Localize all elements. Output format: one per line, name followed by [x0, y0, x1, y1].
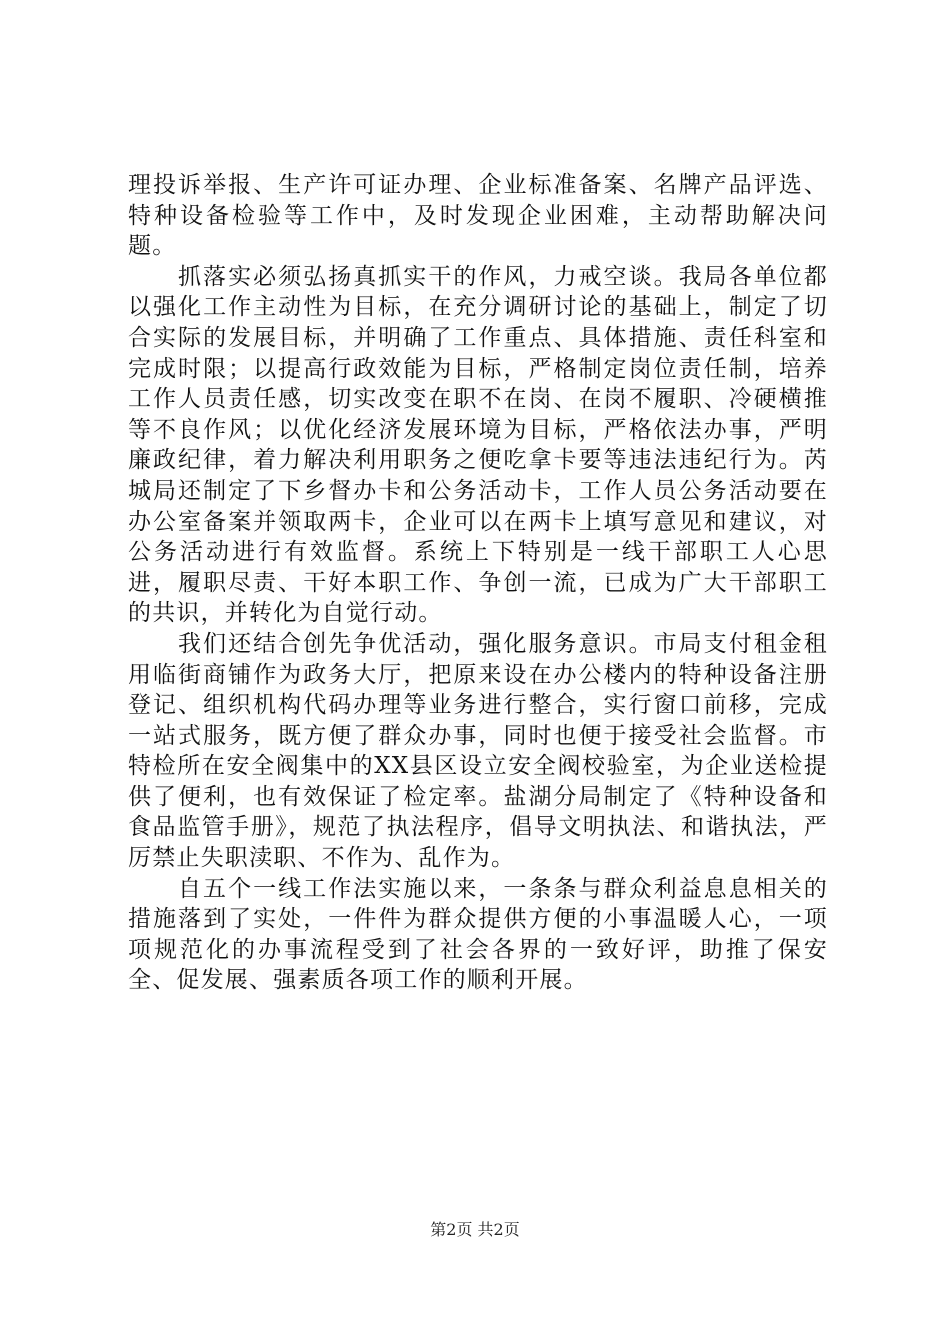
paragraph-implementation: 抓落实必须弘扬真抓实干的作风，力戒空谈。我局各单位都以强化工作主动性为目标，在充分调研讨论的基础上，制定了切合实际的发展目标，并明确了工作重点、具体措施、责任科室和完成时限；以提高行政效能为目标，严格制定岗位责任制，培养工作人员责任感，切实改变在职不在岗、在岗不履职、冷硬横推等不良作风；以优化经济发展环境为目标，严格依法办事，严明廉政纪律，着力解决利用职务之便吃拿卡要等违法违纪行为。芮城局还制定了下乡督办卡和公务活动卡，工作人员公务活动要在办公室备案并领取两卡，企业可以在两卡上填写意见和建议，对公务活动进行有效监督。系统上下特别是一线干部职工人心思进，履职尽责、干好本职工作、争创一流，已成为广大干部职工的共识，并转化为自觉行动。	[128, 263, 828, 627]
paragraph-continuation: 理投诉举报、生产许可证办理、企业标准备案、名牌产品评选、特种设备检验等工作中，及时发现企业困难，主动帮助解决问题。	[128, 172, 828, 260]
page-number-footer: 第2页 共2页	[430, 1220, 520, 1239]
document-body	[128, 170, 828, 996]
paragraph-service: 我们还结合创先争优活动，强化服务意识。市局支付租金租用临街商铺作为政务大厅，把原来设在办公楼内的特种设备注册登记、组织机构代码办理等业务进行整合，实行窗口前移，完成一站式服务，既方便了群众办事，同时也便于接受社会监督。市特检所在安全阀集中的XX县区设立安全阀校验室，为企业送检提供了便利，也有效保证了检定率。盐湖分局制定了《特种设备和食品监管手册》，规范了执法程序，倡导文明执法、和谐执法，严厉禁止失职渎职、不作为、乱作为。	[128, 630, 828, 872]
paragraph-conclusion: 自五个一线工作法实施以来，一条条与群众利益息息相关的措施落到了实处，一件件为群众提供方便的小事温暖人心，一项项规范化的办事流程受到了社会各界的一致好评，助推了保安全、促发展、强素质各项工作的顺利开展。	[128, 875, 828, 994]
